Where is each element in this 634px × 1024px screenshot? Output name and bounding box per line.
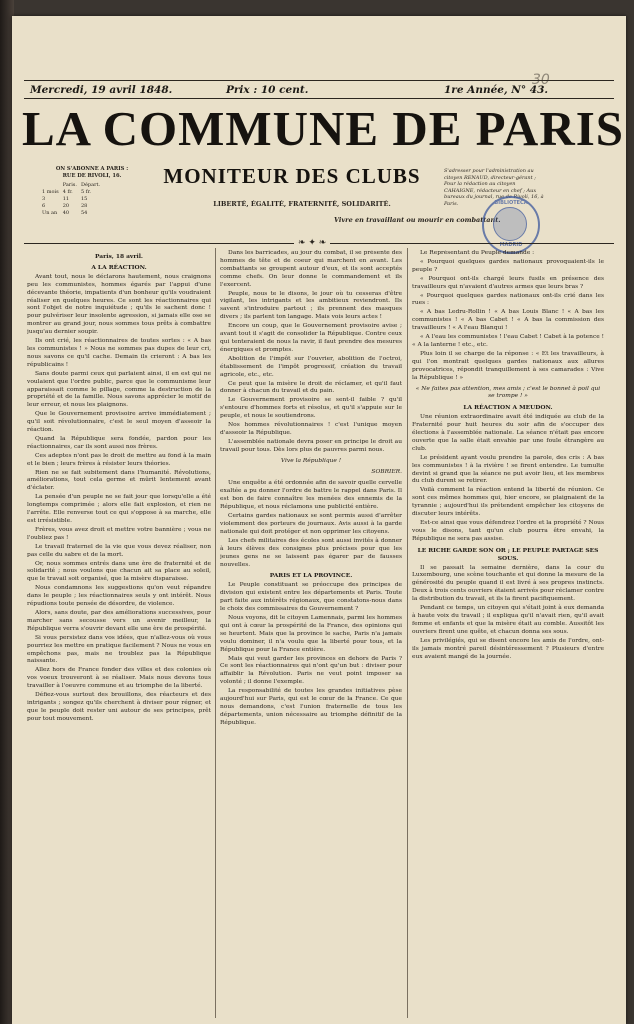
article-paragraph: Il se passait la semaine dernière, dans la cour du Luxembourg, une scène touchante et qui donne la mesure de la générosité du peuple quand il est livré à ses propres instincts. Deux à trois cents ouvriers étaient arrivés pour réclamer contre la distribution du travail, et ils la firent pacifiquement.	[412, 564, 604, 603]
article-paragraph: « Ne faites pas attention, mes amis ; c'est le bonnet à poil qui se trompe ! »	[415, 385, 601, 400]
article-paragraph: « A bas Ledru-Rollin ! « A bas Louis Blanc ! « A bas les communistes ! « A bas Cabet ! « A bas la commission des travailleurs ! « A l'eau Blanqui !	[412, 309, 604, 332]
article-paragraph: Que le Gouvernement provisoire arrive immédiatement ; qu'il soit révolutionnaire, c'est le seul moyen d'asseoir la réaction.	[27, 411, 211, 434]
column-divider	[215, 248, 216, 1018]
article-paragraph: Voilà comment la réaction entend la liberté de réunion. Ce sont ces mêmes hommes qui, hier encore, se plaignaient de la tyrannie ; aujourd'hui ils prétendent empêcher les citoyens de discuter leurs intérêts.	[412, 487, 604, 518]
article-paragraph: Nous voyons, dit le citoyen Lamennais, parmi les hommes qui ont à cœur la prospérité de la France, des opinions qui se heurtent. Mais que la province le sache, Paris n'a jamais voulu dominer, il n'a voulu que la liberté pour tous, et la République pour la France entière.	[220, 614, 402, 653]
subscription-box	[42, 166, 142, 217]
masthead-motto: LIBERTÉ, ÉGALITÉ, FRATERNITÉ, SOLIDARITÉ.	[213, 200, 391, 208]
article-heading: LA RÉACTION A MEUDON.	[463, 404, 553, 412]
article-paragraph: Allez hors de France fonder des villes et des colonies où vos voeux trouveront à se réaliser. Mais nous devons tous travailler à l'oeuvre commune et au triomphe de la liberté.	[27, 667, 211, 690]
article-paragraph: « Pourquoi ont-ils chargé leurs fusils en présence des travailleurs qui n'avaient d'autres armes que leurs bras ?	[412, 275, 604, 290]
administration-note: S'adresser pour l'administration au citoyen RENAUD, directeur-gérant ; Pour la rédaction au citoyen CAHAIGNE, rédacteur en chef ; Aux bureaux du journal, rue de Rivoli, 16, à Paris.	[444, 168, 544, 207]
article-paragraph: La responsabilité de toutes les grandes initiatives pèse aujourd'hui sur Paris, qui est le cœur de la France. Ce que nous demandons, c'est l'union fraternelle de tous les départements, union nécessaire au triomphe définitif de la République.	[220, 688, 402, 726]
article-column-1	[27, 250, 211, 1024]
ornament-divider: ❧ ✦ ❧	[294, 238, 330, 248]
pencil-mark: 30	[532, 72, 550, 88]
article-heading: LE RICHE GARDE SON OR ; LE PEUPLE PARTAGE SES SOUS.	[417, 546, 599, 562]
article-heading: Paris, 18 avril.	[95, 253, 143, 260]
table-cell: 28	[80, 203, 88, 209]
column-divider	[407, 248, 408, 1018]
article-paragraph: « A l'eau les communistes ! l'eau Cabet ! Cabet à la potence ! « A la lanterne ! etc., etc.	[412, 334, 604, 348]
table-cell: 54	[80, 210, 88, 216]
newspaper-page	[12, 16, 626, 1024]
header-rule-top	[24, 80, 614, 81]
issue-price: Prix : 10 cent.	[226, 84, 309, 96]
article-column-3	[412, 250, 604, 1024]
table-cell: Un an	[42, 210, 58, 216]
subscription-heading: ON S'ABONNE A PARIS :	[55, 166, 129, 172]
table-cell: 20	[62, 203, 70, 209]
subscription-address: RUE DE RIVOLI, 16.	[62, 173, 122, 179]
subscription-table	[42, 182, 104, 217]
article-paragraph: Le Peuple constituant se préoccupe des principes de division qui existent entre les départements et Paris. Toute part faite aux intérêts régionaux, que constatons-nous dans le choix des commissaires du Gouvernement ?	[220, 582, 402, 613]
stamp-bottom-text: MADRID	[499, 242, 523, 248]
table-row	[42, 210, 104, 217]
article-paragraph: Alors, sans doute, par des améliorations successives, pour marcher sans secousse vers un avenir meilleur, la République verra s'ouvrir devant elle une ère de prospérité.	[27, 609, 211, 632]
article-paragraph: Le travail fraternel de la vie que vous devez réaliser, non pas celle du sabre et de la mort.	[27, 543, 211, 558]
article-paragraph: Certains gardes nationaux se sont permis aussi d'arrêter violemment des porteurs de journaux. Avis aussi à la garde nationale qui doit protéger et non opprimer les citoyens.	[220, 513, 402, 535]
table-row	[42, 189, 104, 196]
table-cell: 15	[80, 196, 88, 202]
article-paragraph: Une réunion extraordinaire avait été indiquée au club de la Fraternité pour huit heures du soir afin de s'occuper des élections à l'assemblée nationale. La séance n'était pas encore ouverte que la salle était envahie par une foule étrangère au club.	[412, 414, 604, 452]
article-paragraph: Encore un coup, que le Gouvernement provisoire avise ; avant tout il s'agit de consolider la République. Contre ceux qui tenteraient de nous la ravir, il faut prendre des mesures énergiques et promptes.	[220, 323, 402, 353]
article-paragraph: Une enquête a été ordonnée afin de savoir quelle cervelle exaltée a pu donner l'ordre de battre le rappel dans Paris. Il est bon de faire connaître les menées des ennemis de la République, et nous réclamons une publicité entière.	[220, 480, 402, 511]
header-rule-date	[24, 98, 614, 99]
table-cell: 40	[62, 210, 70, 216]
table-cell: 5 fr.	[80, 189, 92, 195]
article-paragraph: Défiez-vous surtout des brouillons, des réacteurs et des intrigants ; songez qu'ils cherchent à diviser pour régner, et que le peuple doit rester uni autour de ses principes, prêt pour tout mouvement.	[27, 692, 211, 722]
article-paragraph: Quand la République sera fondée, pardon pour les réactionnaires, car ils sont aussi nos frères.	[27, 435, 211, 450]
article-heading: A LA RÉACTION.	[91, 263, 147, 271]
article-paragraph: Or, nous sommes entrés dans une ère de fraternité et de solidarité ; nous voulons que chacun ait sa place au soleil, que le travail soit organisé, que la misère disparaisse.	[27, 560, 211, 583]
article-column-2	[220, 250, 402, 1024]
article-paragraph: Mais qui veut garder les provinces en dehors de Paris ? Ce sont les réactionnaires qui n'ont qu'un but : diviser pour affaiblir la Révolution. Paris ne veut point imposer sa volonté ; il donne l'exemple.	[220, 655, 402, 686]
article-paragraph: Ils ont crié, les réactionnaires de toutes sortes : « A bas les communistes ! » Nous ne sommes pas dupes de leur cri, nous savons ce qu'il cache. Demain ils crieront : A bas les républicains !	[27, 338, 211, 368]
article-paragraph: Peuple, nous te le disons, le jour où tu cesseras d'être vigilant, les intrigants et les ambitieux reviendront. Ils savent s'introduire partout ; ils prennent des masques divers ; ils parlent ton langage. Mais vois leurs actes !	[220, 290, 402, 321]
issue-date: Mercredi, 19 avril 1848.	[30, 84, 173, 96]
table-row	[42, 196, 104, 203]
article-paragraph: L'assemblée nationale devra poser en principe le droit au travail pour tous. Dès lors plus de pauvres parmi nous.	[220, 438, 402, 453]
stamp-emblem	[493, 207, 527, 241]
article-paragraph: Avant tout, nous le déclarons hautement, nous craignons peu les communistes, hommes égarés par l'appui d'une décevante théorie, impatients d'un bonheur qu'ils voudraient réaliser en quelques heures. Ce sont les réactionnaires qui sont l'objet de notre inquiétude ; qu'ils le sachent donc ! pour pulvériser leur insolente agression, si jamais elle ose se montrer au grand jour, nous sommes tous prêts à combattre jusqu'au dernier soupir.	[27, 273, 211, 336]
masthead-subtitle: MONITEUR DES CLUBS	[163, 164, 421, 188]
article-paragraph: Les chefs militaires des écoles sont aussi invités à donner à leurs élèves des consignes plus précises pour que les jeunes gens ne se laissent pas égarer par de fausses nouvelles.	[220, 537, 402, 568]
article-paragraph: « Pourquoi quelques gardes nationaux provoquaient-ils le peuple ?	[412, 258, 604, 273]
article-paragraph: Sans doute parmi ceux qui parlaient ainsi, il en est qui ne voulaient que l'ordre public, parce que le communisme leur apparaissait comme le pillage, comme la destruction de la propriété et de la famille. Nous savons apprécier le motif de leur erreur, et nous les plaignons.	[27, 370, 211, 409]
table-header-cell: Paris.	[62, 182, 77, 188]
table-cell: 6	[42, 203, 46, 209]
table-cell: 11	[62, 196, 70, 202]
masthead-title: LA COMMUNE DE PARIS	[22, 101, 625, 156]
subscription-header-row	[42, 182, 104, 189]
article-paragraph: Si vous persistez dans vos idées, que n'allez-vous où vous pourriez les mettre en pratique facilement ? Nous ne vous en empêchons pas, mais ne troublez pas la République naissante.	[27, 634, 211, 665]
table-cell: 4 fr.	[62, 189, 73, 195]
article-paragraph: Le Représentant du Peuple demande :	[420, 250, 535, 256]
article-paragraph: Plus loin il se charge de la réponse : « Et les travailleurs, à qui l'on montrait quelques gardes nationaux aux allures provocatrices, répondit tranquillement à ses camarades : Vive la République ! »	[412, 350, 604, 381]
table-header-cell: Départ.	[80, 182, 101, 188]
article-paragraph: Ces adeptes n'ont pas le droit de mettre au fond à la main et le bien ; leurs frères à résister leurs théories.	[27, 452, 211, 467]
table-cell: 1 mois	[42, 189, 59, 195]
article-paragraph: Nos hommes révolutionnaires ! c'est l'unique moyen d'asseoir la République.	[220, 422, 402, 436]
article-paragraph: Rien ne se fait subitement dans l'humanité. Révolutions, améliorations, tout cela germe et mûrit lentement avant d'éclater.	[27, 469, 211, 492]
table-row	[42, 203, 104, 210]
article-paragraph: Le président ayant voulu prendre la parole, des cris : A bas les communistes ! à la rivière ! se firent entendre. Le tumulte devint si grand que la séance ne put avoir lieu, et les membres du club durent se retirer.	[412, 454, 604, 485]
article-paragraph: La pensée d'un peuple ne se fait jour que lorsqu'elle a été longtemps comprimée ; alors elle fait explosion, et rien ne l'arrête. Elle renverse tout ce qui s'oppose à sa marche, elle est irrésistible.	[27, 494, 211, 524]
article-paragraph: Frères, vous avez droit et mettre votre bannière ; vous ne l'oubliez pas !	[27, 526, 211, 541]
article-paragraph: Pendant ce temps, un citoyen qui s'était joint à eux demanda à haute voix du travail ; il expliqua qu'il n'avait rien, qu'il avait femme et enfants et que la misère était au comble. Aussitôt les ouvriers firent une quête, et chacun donna ses sous.	[412, 605, 604, 635]
article-paragraph: Vive la République !	[280, 457, 342, 464]
library-stamp	[482, 196, 540, 254]
table-header-cell	[42, 182, 63, 189]
article-paragraph: Est-ce ainsi que vous défendrez l'ordre et la propriété ? Nous vous le disons, tant qu'un club pourra être envahi, la République ne sera pas assise.	[412, 520, 604, 542]
stamp-top-text: BIBLIOTECA	[494, 200, 528, 206]
issue-number: 1re Année, N° 43.	[444, 84, 549, 96]
article-paragraph: Les privilégiés, qui se disent encore les amis de l'ordre, ont-ils jamais montré pareil désintéressement ? Plusieurs d'entre eux avaient mangé de la journée.	[412, 637, 604, 660]
article-paragraph: Dans les barricades, au jour du combat, il se présente des hommes de tête et de coeur qui marchent en avant. Les combattants se groupent autour d'eux, et ils sont acceptés comme chefs. On leur donne le commandement et ils l'exercent.	[220, 250, 402, 288]
article-paragraph: Ce peut que la misère le droit de réclamer, et qu'il faut donner à chacun du travail et du pain.	[220, 380, 402, 395]
article-signature: SOBRIER.	[371, 468, 402, 475]
article-paragraph: « Pourquoi quelques gardes nationaux ont-ils crié dans les rues :	[412, 292, 604, 307]
table-cell: 3	[42, 196, 46, 202]
article-paragraph: Le Gouvernement provisoire se sent-il faible ? qu'il s'entoure d'hommes forts et résolus, et qu'il s'appuie sur le peuple, et nous le soutiendrons.	[220, 397, 402, 420]
masthead-tagline: Vivre en travaillant ou mourir en combattant.	[334, 216, 501, 224]
article-paragraph: Abolition de l'impôt sur l'ouvrier, abolition de l'octroi, établissement de l'impôt progressif, création du travail agricole, etc., etc.	[220, 355, 402, 378]
article-heading: PARIS ET LA PROVINCE.	[269, 572, 353, 580]
article-paragraph: Nous condamnons les suggestions qu'on veut répandre dans le peuple ; les réactionnaires seuls y ont intérêt. Nous répudions toute pensée de désordre, de violence.	[27, 585, 211, 608]
